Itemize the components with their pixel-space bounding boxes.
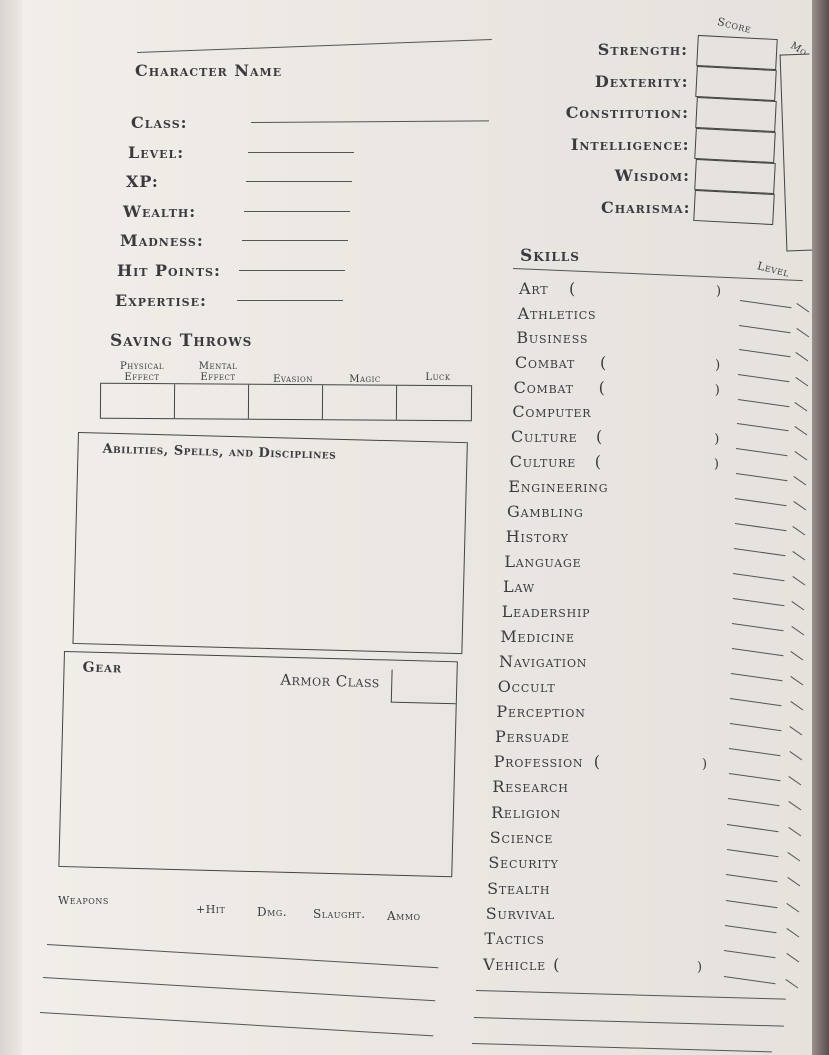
skill-level-line-leadership-13[interactable] bbox=[732, 623, 784, 631]
skill-paren-close-art-0: ) bbox=[716, 284, 722, 299]
mod-header: Mo bbox=[788, 40, 809, 59]
field-line-expertise[interactable] bbox=[237, 300, 343, 301]
attribute-label-charisma: Charisma: bbox=[600, 197, 691, 217]
skill-name-medicine-14: Medicine bbox=[500, 626, 575, 646]
armor-class-box[interactable] bbox=[391, 670, 457, 705]
gear-box[interactable] bbox=[58, 651, 458, 877]
saving-throw-label-3: Magic bbox=[349, 374, 381, 385]
weapon-line-1[interactable] bbox=[47, 944, 438, 968]
skill-extra-line-2[interactable] bbox=[474, 1017, 784, 1027]
field-line-hit-points[interactable] bbox=[239, 270, 345, 271]
saving-throw-cell-luck[interactable] bbox=[397, 386, 470, 421]
skill-extra-line-tactics-26[interactable] bbox=[786, 953, 799, 962]
skill-name-gambling-9: Gambling bbox=[507, 501, 584, 521]
character-name-label: Character Name bbox=[135, 61, 283, 80]
skill-name-vehicle-27: Vehicle bbox=[483, 954, 546, 974]
skill-extra-line-navigation-15[interactable] bbox=[790, 676, 803, 685]
skill-paren-open-culture-6: ( bbox=[596, 427, 604, 447]
attribute-score-box-strength[interactable] bbox=[696, 35, 778, 70]
field-line-madness[interactable] bbox=[242, 240, 348, 241]
attribute-score-box-intelligence[interactable] bbox=[694, 128, 776, 163]
modifier-column bbox=[780, 54, 817, 252]
skill-level-line-gambling-9[interactable] bbox=[734, 523, 786, 531]
skill-extra-line-vehicle-27[interactable] bbox=[786, 979, 799, 988]
skill-level-line-language-11[interactable] bbox=[733, 573, 785, 581]
attribute-label-dexterity: Dexterity: bbox=[594, 71, 689, 91]
skill-name-tactics-26: Tactics bbox=[484, 929, 545, 949]
attribute-label-wisdom: Wisdom: bbox=[614, 166, 690, 185]
skill-paren-open-combat-3: ( bbox=[600, 352, 608, 372]
saving-throw-cell-mental[interactable] bbox=[175, 384, 249, 419]
skill-level-line-research-20[interactable] bbox=[728, 798, 780, 806]
skill-extra-line-history-10[interactable] bbox=[792, 551, 805, 560]
skill-name-science-22: Science bbox=[489, 827, 554, 847]
skill-level-line-combat-3[interactable] bbox=[738, 374, 790, 382]
abilities-title: Abilities, Spells, and Disciplines bbox=[102, 441, 337, 463]
weapon-line-3[interactable] bbox=[40, 1012, 433, 1036]
skill-name-combat-4: Combat bbox=[513, 377, 574, 397]
skill-extra-line-business-2[interactable] bbox=[796, 352, 809, 361]
skill-extra-line-science-22[interactable] bbox=[788, 852, 801, 861]
skills-level-header: Level bbox=[755, 259, 791, 280]
skill-name-history-10: History bbox=[505, 526, 569, 546]
skill-level-line-vehicle-27[interactable] bbox=[724, 976, 776, 984]
skill-paren-close-vehicle-27: ) bbox=[697, 959, 703, 975]
skill-level-line-culture-7[interactable] bbox=[736, 473, 788, 481]
skill-extra-line-profession-19[interactable] bbox=[789, 776, 802, 785]
saving-throw-cell-physical[interactable] bbox=[101, 384, 175, 419]
skill-name-business-2: Business bbox=[516, 328, 589, 348]
attribute-score-box-constitution[interactable] bbox=[695, 97, 777, 132]
skill-extra-line-stealth-24[interactable] bbox=[787, 903, 800, 912]
skill-name-security-23: Security bbox=[488, 853, 559, 873]
abilities-box[interactable] bbox=[72, 432, 467, 654]
saving-throw-label-0: Physical Effect bbox=[119, 361, 165, 383]
field-label-level: Level: bbox=[128, 143, 185, 162]
skill-extra-line-religion-21[interactable] bbox=[788, 827, 801, 836]
skill-level-line-profession-19[interactable] bbox=[728, 773, 780, 781]
skill-level-line-law-12[interactable] bbox=[733, 598, 785, 606]
weapon-line-2[interactable] bbox=[43, 977, 435, 1001]
skill-paren-close-culture-7: ) bbox=[713, 456, 720, 472]
saving-throw-label-1: Mental Effect bbox=[198, 361, 238, 383]
skill-extra-line-computer-5[interactable] bbox=[794, 426, 807, 435]
skill-name-stealth-24: Stealth bbox=[487, 878, 551, 898]
skill-level-line-persuade-18[interactable] bbox=[729, 748, 781, 756]
skill-name-leadership-13: Leadership bbox=[501, 601, 591, 621]
skill-paren-open-vehicle-27: ( bbox=[553, 954, 561, 974]
attribute-score-box-charisma[interactable] bbox=[693, 190, 775, 225]
skill-name-culture-7: Culture bbox=[509, 451, 577, 471]
skill-name-navigation-15: Navigation bbox=[499, 651, 588, 671]
skill-name-culture-6: Culture bbox=[511, 427, 578, 447]
saving-throw-cell-evasion[interactable] bbox=[249, 385, 323, 420]
skill-paren-open-combat-4: ( bbox=[598, 377, 606, 397]
weapons-hit-label: +Hit bbox=[196, 903, 226, 916]
skill-name-survival-25: Survival bbox=[485, 904, 556, 923]
skill-level-line-culture-6[interactable] bbox=[736, 448, 788, 456]
skill-extra-line-perception-17[interactable] bbox=[790, 726, 803, 735]
skill-name-computer-5: Computer bbox=[512, 402, 592, 422]
skill-extra-line-1[interactable] bbox=[476, 990, 786, 1000]
character-name-line bbox=[137, 39, 492, 53]
page-edge bbox=[812, 0, 829, 1055]
skill-level-line-combat-4[interactable] bbox=[737, 399, 789, 407]
skill-paren-open-art-0: ( bbox=[569, 279, 577, 298]
skill-extra-line-engineering-8[interactable] bbox=[793, 501, 806, 510]
skill-name-profession-19: Profession bbox=[493, 752, 584, 772]
skill-level-line-perception-17[interactable] bbox=[730, 723, 782, 731]
field-line-level[interactable] bbox=[248, 152, 354, 153]
skill-level-line-engineering-8[interactable] bbox=[735, 498, 787, 506]
skill-level-line-security-23[interactable] bbox=[726, 874, 778, 882]
saving-throw-label-4: Luck bbox=[425, 372, 451, 383]
skill-extra-line-occult-16[interactable] bbox=[790, 701, 803, 710]
skill-level-line-occult-16[interactable] bbox=[730, 698, 782, 706]
attribute-score-box-dexterity[interactable] bbox=[696, 66, 778, 101]
skill-level-line-religion-21[interactable] bbox=[727, 824, 779, 832]
weapons-ammo-label: Ammo bbox=[387, 909, 421, 923]
skill-name-language-11: Language bbox=[504, 551, 582, 571]
skill-level-line-stealth-24[interactable] bbox=[725, 900, 777, 908]
skill-level-line-business-2[interactable] bbox=[739, 349, 791, 357]
field-label-hit-points: Hit Points: bbox=[117, 261, 221, 280]
skill-level-line-navigation-15[interactable] bbox=[731, 673, 783, 681]
skill-level-line-computer-5[interactable] bbox=[737, 423, 789, 431]
score-header: Score bbox=[715, 15, 753, 36]
skill-extra-line-research-20[interactable] bbox=[788, 801, 801, 810]
skill-paren-close-culture-6: ) bbox=[714, 432, 721, 448]
skill-extra-line-athletics-1[interactable] bbox=[796, 328, 809, 337]
skill-name-combat-3: Combat bbox=[515, 352, 576, 372]
skill-paren-close-combat-4: ) bbox=[714, 382, 721, 398]
attribute-score-box-wisdom[interactable] bbox=[694, 159, 776, 194]
skill-extra-line-medicine-14[interactable] bbox=[791, 651, 804, 660]
saving-throw-label-2: Evasion bbox=[273, 374, 313, 385]
skill-name-occult-16: Occult bbox=[497, 676, 556, 696]
skill-extra-line-art-0[interactable] bbox=[796, 303, 809, 312]
field-line-class[interactable] bbox=[251, 120, 489, 123]
skill-extra-line-survival-25[interactable] bbox=[786, 928, 799, 937]
skill-level-line-science-22[interactable] bbox=[727, 849, 779, 857]
skill-level-line-tactics-26[interactable] bbox=[724, 950, 776, 958]
field-label-expertise: Expertise: bbox=[115, 291, 207, 310]
skill-name-art-0: Art bbox=[519, 279, 549, 298]
attribute-label-constitution: Constitution: bbox=[565, 103, 689, 122]
skill-level-line-survival-25[interactable] bbox=[725, 925, 777, 933]
skill-level-line-athletics-1[interactable] bbox=[739, 325, 791, 333]
skill-extra-line-culture-6[interactable] bbox=[794, 451, 807, 460]
field-label-madness: Madness: bbox=[120, 231, 204, 250]
skill-level-line-history-10[interactable] bbox=[734, 548, 786, 556]
skill-name-religion-21: Religion bbox=[491, 802, 561, 822]
saving-throws-title: Saving Throws bbox=[110, 331, 253, 351]
skill-name-engineering-8: Engineering bbox=[508, 476, 609, 496]
skill-extra-line-language-11[interactable] bbox=[792, 576, 805, 585]
weapons-dmg-label: Dmg. bbox=[257, 905, 288, 919]
field-line-wealth[interactable] bbox=[244, 211, 350, 212]
skill-name-law-12: Law bbox=[503, 576, 535, 596]
skill-extra-line-combat-3[interactable] bbox=[795, 377, 808, 386]
saving-throw-cell-magic[interactable] bbox=[323, 385, 397, 420]
skill-extra-line-persuade-18[interactable] bbox=[789, 751, 802, 760]
skill-extra-line-gambling-9[interactable] bbox=[793, 526, 806, 535]
field-line-xp[interactable] bbox=[246, 181, 352, 182]
saving-throws-box bbox=[100, 383, 472, 422]
skill-level-line-art-0[interactable] bbox=[740, 300, 792, 308]
armor-class-label: Armor Class bbox=[280, 670, 381, 692]
field-label-wealth: Wealth: bbox=[123, 202, 197, 221]
page-gutter bbox=[0, 0, 22, 1055]
field-label-xp: XP: bbox=[126, 172, 159, 191]
skill-extra-line-security-23[interactable] bbox=[787, 877, 800, 886]
skill-extra-line-culture-7[interactable] bbox=[794, 476, 807, 485]
attribute-label-intelligence: Intelligence: bbox=[570, 134, 690, 154]
skill-paren-close-profession-19: ) bbox=[702, 757, 708, 773]
skills-title: Skills bbox=[520, 246, 580, 266]
skill-extra-line-leadership-13[interactable] bbox=[791, 626, 804, 635]
weapons-label: Weapons bbox=[58, 894, 109, 907]
skill-extra-line-3[interactable] bbox=[472, 1043, 772, 1052]
skill-level-line-medicine-14[interactable] bbox=[731, 648, 783, 656]
skill-name-research-20: Research bbox=[492, 777, 569, 797]
gear-title: Gear bbox=[82, 659, 123, 677]
skill-name-athletics-1: Athletics bbox=[517, 303, 597, 323]
skill-paren-close-combat-3: ) bbox=[715, 357, 721, 373]
skill-name-perception-17: Perception bbox=[496, 701, 586, 721]
attribute-label-strength: Strength: bbox=[597, 40, 688, 59]
skill-paren-open-culture-7: ( bbox=[594, 451, 602, 471]
skill-name-persuade-18: Persuade bbox=[495, 726, 570, 746]
skill-extra-line-combat-4[interactable] bbox=[795, 402, 808, 411]
skill-extra-line-law-12[interactable] bbox=[792, 601, 805, 610]
skill-paren-open-profession-19: ( bbox=[593, 752, 601, 772]
weapons-slaught-label: Slaught. bbox=[313, 907, 366, 921]
field-label-class: Class: bbox=[131, 113, 188, 132]
